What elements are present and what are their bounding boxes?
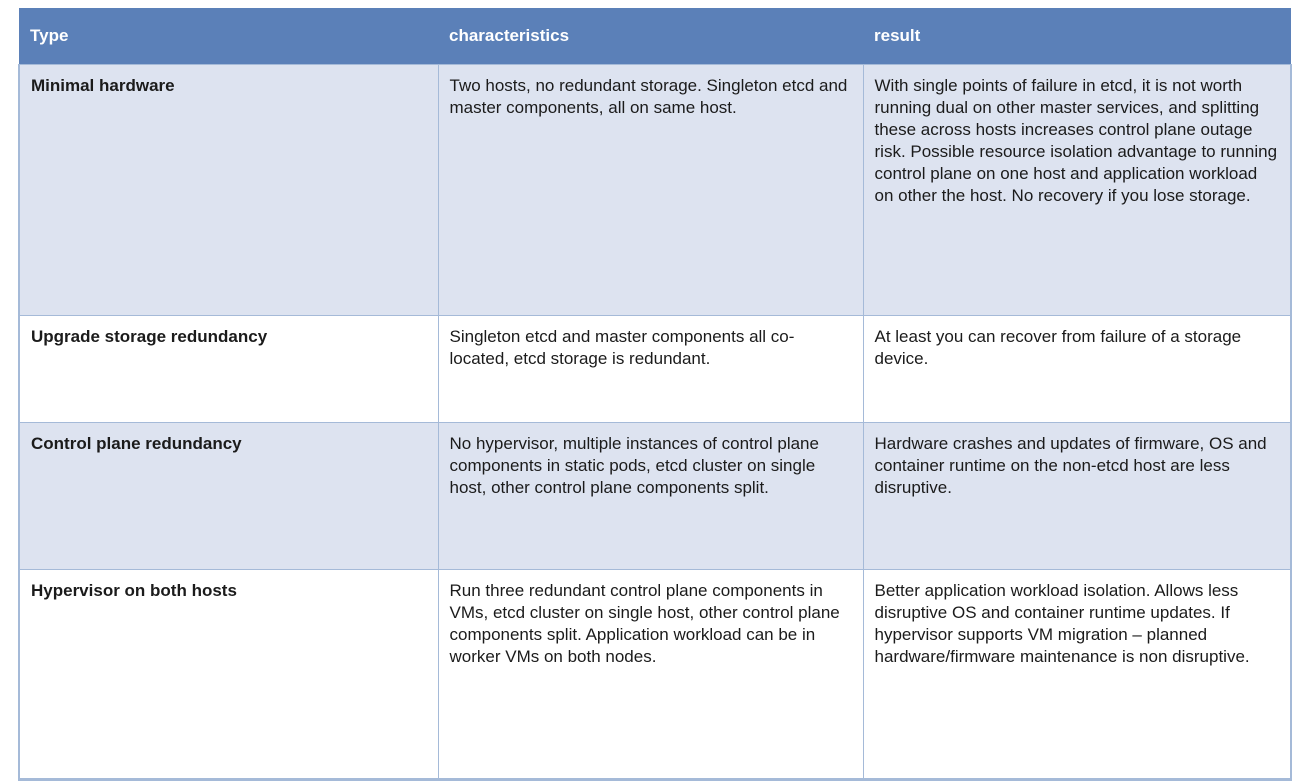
table-row <box>19 570 1291 780</box>
table-row <box>19 423 1291 570</box>
cell-result: With single points of failure in etcd, it is not worth running dual on other master services, and splitting these across hosts increases control plane outage risk. Possible resource isolation advantage to running control plane on one host and application workload on other the host. No recovery if you lose storage. <box>863 65 1291 316</box>
cell-characteristics: No hypervisor, multiple instances of control plane components in static pods, etcd cluster on single host, other control plane components split. <box>438 423 863 570</box>
cell-type: Hypervisor on both hosts <box>19 570 438 780</box>
cell-characteristics: Run three redundant control plane components in VMs, etcd cluster on single host, other control plane components split. Application workload can be in worker VMs on both nodes. <box>438 570 863 780</box>
cell-type: Control plane redundancy <box>19 423 438 570</box>
header-cell-type: Type <box>19 8 438 65</box>
cell-type: Minimal hardware <box>19 65 438 316</box>
cluster-config-table <box>18 8 1292 781</box>
header-cell-characteristics: characteristics <box>438 8 863 65</box>
cell-characteristics: Singleton etcd and master components all co-located, etcd storage is redundant. <box>438 316 863 423</box>
cell-result: At least you can recover from failure of a storage device. <box>863 316 1291 423</box>
cell-characteristics: Two hosts, no redundant storage. Singleton etcd and master components, all on same host. <box>438 65 863 316</box>
cell-result: Better application workload isolation. Allows less disruptive OS and container runtime updates. If hypervisor supports VM migration – planned hardware/firmware maintenance is non disruptive. <box>863 570 1291 780</box>
cell-result: Hardware crashes and updates of firmware, OS and container runtime on the non-etcd host are less disruptive. <box>863 423 1291 570</box>
cell-type: Upgrade storage redundancy <box>19 316 438 423</box>
table-row <box>19 65 1291 316</box>
header-cell-result: result <box>863 8 1291 65</box>
table-header-row <box>19 8 1291 65</box>
table-row <box>19 316 1291 423</box>
